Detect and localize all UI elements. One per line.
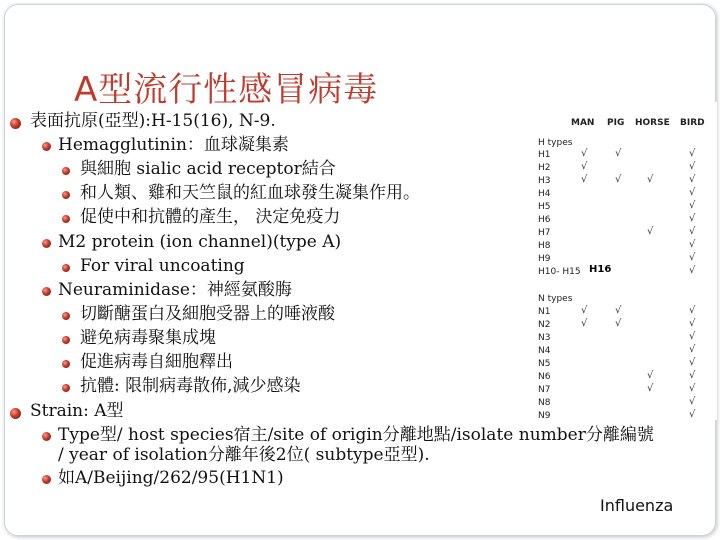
row-label: H2 [538, 163, 551, 173]
check-icon: √ [689, 226, 696, 237]
row-label: H6 [538, 215, 551, 225]
check-icon: √ [647, 383, 654, 394]
row-label: H1 [538, 150, 551, 160]
bullet-icon [62, 167, 70, 175]
host-species-table [527, 102, 717, 420]
check-icon: √ [647, 370, 654, 381]
check-icon: √ [615, 305, 622, 316]
bullet-icon [42, 432, 51, 441]
row-label: H8 [538, 241, 551, 251]
row-label: N1 [538, 307, 551, 317]
check-icon: √ [689, 252, 696, 263]
bullet-icon [42, 239, 51, 248]
row-label: H9 [538, 254, 551, 264]
col-header-man: MAN [571, 118, 595, 128]
text-strain: Strain: A型 [30, 401, 124, 421]
check-icon: √ [581, 318, 588, 329]
bullet-icon [42, 475, 51, 484]
col-header-horse: HORSE [635, 118, 670, 128]
text-cleave-sialic: 切斷醣蛋白及細胞受器上的唾液酸 [80, 304, 335, 324]
text-viral-uncoating: For viral uncoating [80, 256, 245, 276]
h-types-label: H types [538, 138, 573, 148]
bullet-icon [62, 191, 70, 199]
row-label: H5 [538, 202, 551, 212]
bullet-icon [10, 118, 21, 129]
text-naming-format: Type型/ host species宿主/site of origin分離地點/isolate number分離編號 [58, 425, 654, 445]
row-label: H4 [538, 189, 551, 199]
text-hemagglutinin: Hemagglutinin：血球凝集素 [58, 135, 289, 155]
bullet-icon [42, 142, 51, 151]
text-avoid-aggregation: 避免病毒聚集成塊 [80, 328, 216, 348]
check-icon: √ [689, 396, 696, 407]
text-surface-antigen: 表面抗原(亞型):H-15(16), N-9. [30, 111, 276, 131]
row-label: H10- H15 [538, 267, 581, 277]
bullet-icon [62, 384, 70, 392]
check-icon: √ [689, 265, 696, 276]
check-icon: √ [615, 148, 622, 159]
text-antibody-limit: 抗體: 限制病毒散佈,減少感染 [80, 376, 301, 396]
n-types-label: N types [538, 294, 573, 304]
text-agglutination: 和人類、雞和天竺鼠的紅血球發生凝集作用。 [80, 183, 420, 203]
check-icon: √ [689, 174, 696, 185]
check-icon: √ [581, 148, 588, 159]
text-neutralizing-antibody: 促使中和抗體的產生， 決定免疫力 [80, 207, 341, 227]
check-icon: √ [615, 318, 622, 329]
text-neuraminidase: Neuraminidase：神經氨酸脢 [58, 280, 292, 300]
row-label: N8 [538, 398, 551, 408]
bullet-icon [62, 264, 70, 272]
row-label: N9 [538, 411, 551, 421]
check-icon: √ [689, 213, 696, 224]
bullet-icon [62, 312, 70, 320]
text-virus-release: 促進病毒自細胞釋出 [80, 352, 233, 372]
row-label: N3 [538, 333, 551, 343]
bullet-icon [62, 215, 70, 223]
bullet-icon [42, 287, 51, 296]
check-icon: √ [647, 226, 654, 237]
check-icon: √ [689, 200, 696, 211]
check-icon: √ [689, 357, 696, 368]
check-icon: √ [689, 148, 696, 159]
row-label: N2 [538, 320, 551, 330]
check-icon: √ [689, 161, 696, 172]
text-example-strain: 如A/Beijing/262/95(H1N1) [58, 468, 284, 488]
check-icon: √ [581, 305, 588, 316]
row-label: N5 [538, 359, 551, 369]
h16-label: H16 [589, 264, 612, 275]
check-icon: √ [615, 174, 622, 185]
col-header-pig: PIG [607, 118, 625, 128]
footer-label: Influenza [600, 496, 674, 515]
check-icon: √ [689, 370, 696, 381]
check-icon: √ [689, 344, 696, 355]
row-label: N6 [538, 372, 551, 382]
check-icon: √ [689, 239, 696, 250]
bullet-icon [10, 408, 21, 419]
check-icon: √ [689, 318, 696, 329]
bullet-icon [62, 336, 70, 344]
text-sialic-acid: 與細胞 sialic acid receptor結合 [80, 159, 336, 179]
col-header-bird: BIRD [680, 118, 705, 128]
row-label: H7 [538, 228, 551, 238]
slide-title: A型流行性感冒病毒 [74, 70, 379, 110]
text-naming-format-cont: / year of isolation分離年後2位( subtype亞型). [58, 445, 430, 465]
row-label: H3 [538, 176, 551, 186]
check-icon: √ [647, 174, 654, 185]
check-icon: √ [689, 331, 696, 342]
check-icon: √ [689, 409, 696, 420]
check-icon: √ [689, 187, 696, 198]
check-icon: √ [581, 161, 588, 172]
text-m2-protein: M2 protein (ion channel)(type A) [58, 232, 342, 252]
check-icon: √ [689, 305, 696, 316]
bullet-icon [62, 360, 70, 368]
check-icon: √ [581, 174, 588, 185]
row-label: N7 [538, 385, 551, 395]
check-icon: √ [689, 383, 696, 394]
row-label: N4 [538, 346, 551, 356]
